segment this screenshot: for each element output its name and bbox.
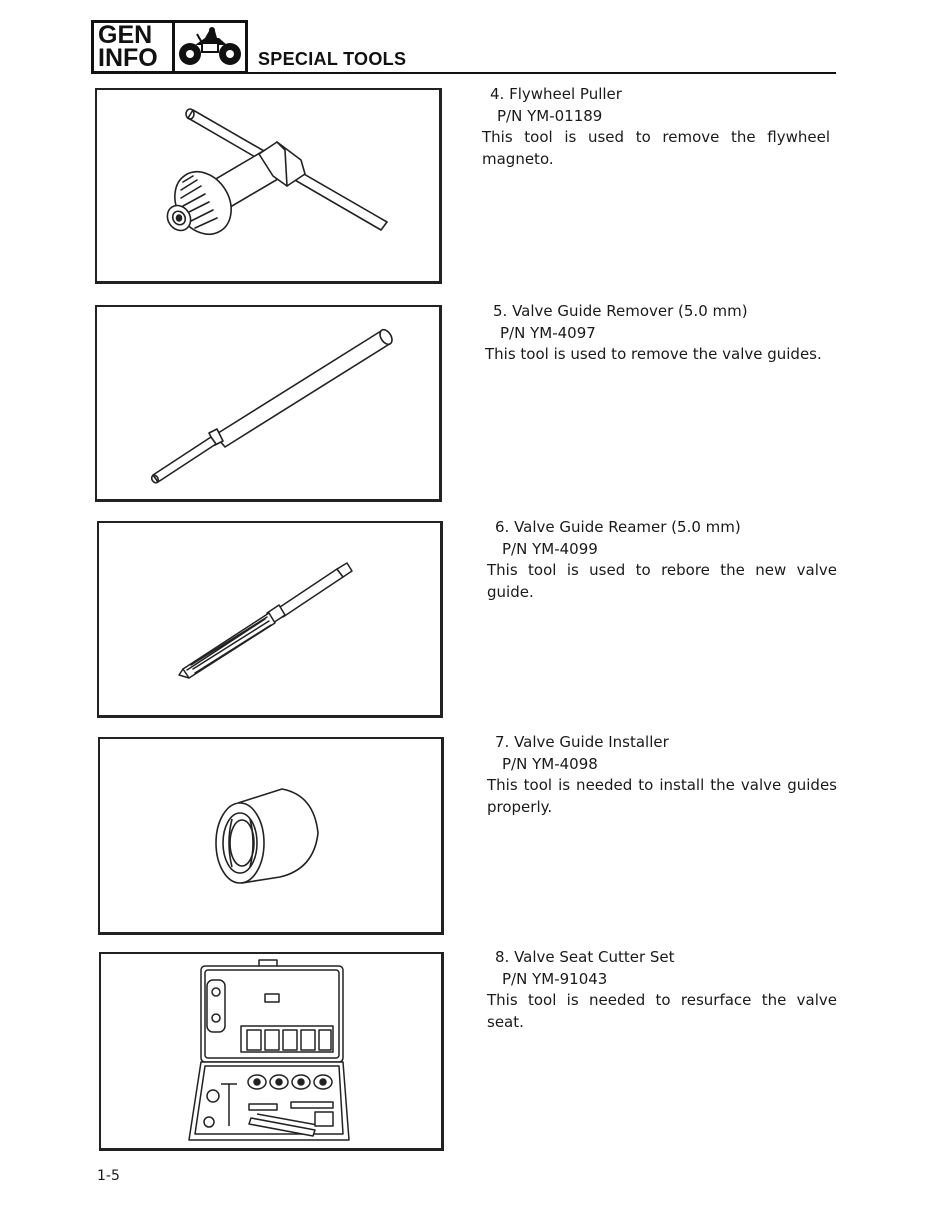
tool-part-number: P/N YM-01189 [497, 106, 603, 125]
figure-valve-guide-reamer [97, 521, 443, 718]
valve-guide-reamer-icon [99, 523, 440, 715]
tool-entry-valve-guide-reamer [487, 517, 837, 603]
badge-line-gen: GEN [98, 21, 153, 49]
valve-seat-cutter-set-icon [101, 954, 441, 1148]
tool-entry-valve-guide-remover [485, 301, 837, 366]
tool-title: 6. Valve Guide Reamer (5.0 mm) [495, 518, 741, 536]
tool-description: This tool is needed to install the valve guides properly. [487, 776, 837, 816]
page-number: 1-5 [97, 1168, 120, 1184]
tool-description: This tool is needed to resurface the valve seat. [487, 991, 837, 1031]
tool-entry-valve-guide-installer [487, 732, 837, 818]
tool-part-number: P/N YM-91043 [502, 969, 608, 988]
tool-entry-valve-seat-cutter-set [487, 947, 837, 1033]
header-rule [248, 72, 836, 74]
tool-title: 4. Flywheel Puller [490, 85, 622, 103]
tool-entry-flywheel-puller [482, 84, 830, 170]
badge-text [94, 23, 175, 71]
figure-valve-seat-cutter-set [99, 952, 444, 1151]
gen-info-badge [91, 20, 248, 74]
tool-title: 8. Valve Seat Cutter Set [495, 948, 675, 966]
badge-line-info: INFO [98, 44, 158, 72]
figure-valve-guide-installer [98, 737, 444, 935]
tool-part-number: P/N YM-4099 [502, 539, 598, 558]
valve-guide-remover-icon [97, 307, 439, 499]
section-title: SPECIAL TOOLS [258, 49, 407, 69]
figure-valve-guide-remover [95, 305, 442, 502]
atv-icon [175, 23, 245, 71]
tool-title: 7. Valve Guide Installer [495, 733, 669, 751]
figure-flywheel-puller [95, 88, 442, 284]
valve-guide-installer-icon [100, 739, 441, 932]
tool-description: This tool is used to remove the flywheel magneto. [482, 128, 830, 168]
tool-part-number: P/N YM-4097 [500, 323, 596, 342]
tool-part-number: P/N YM-4098 [502, 754, 598, 773]
tool-description: This tool is used to remove the valve guides. [485, 345, 822, 363]
tool-title: 5. Valve Guide Remover (5.0 mm) [493, 302, 748, 320]
tool-description: This tool is used to rebore the new valve guide. [487, 561, 837, 601]
flywheel-puller-icon [97, 90, 439, 281]
